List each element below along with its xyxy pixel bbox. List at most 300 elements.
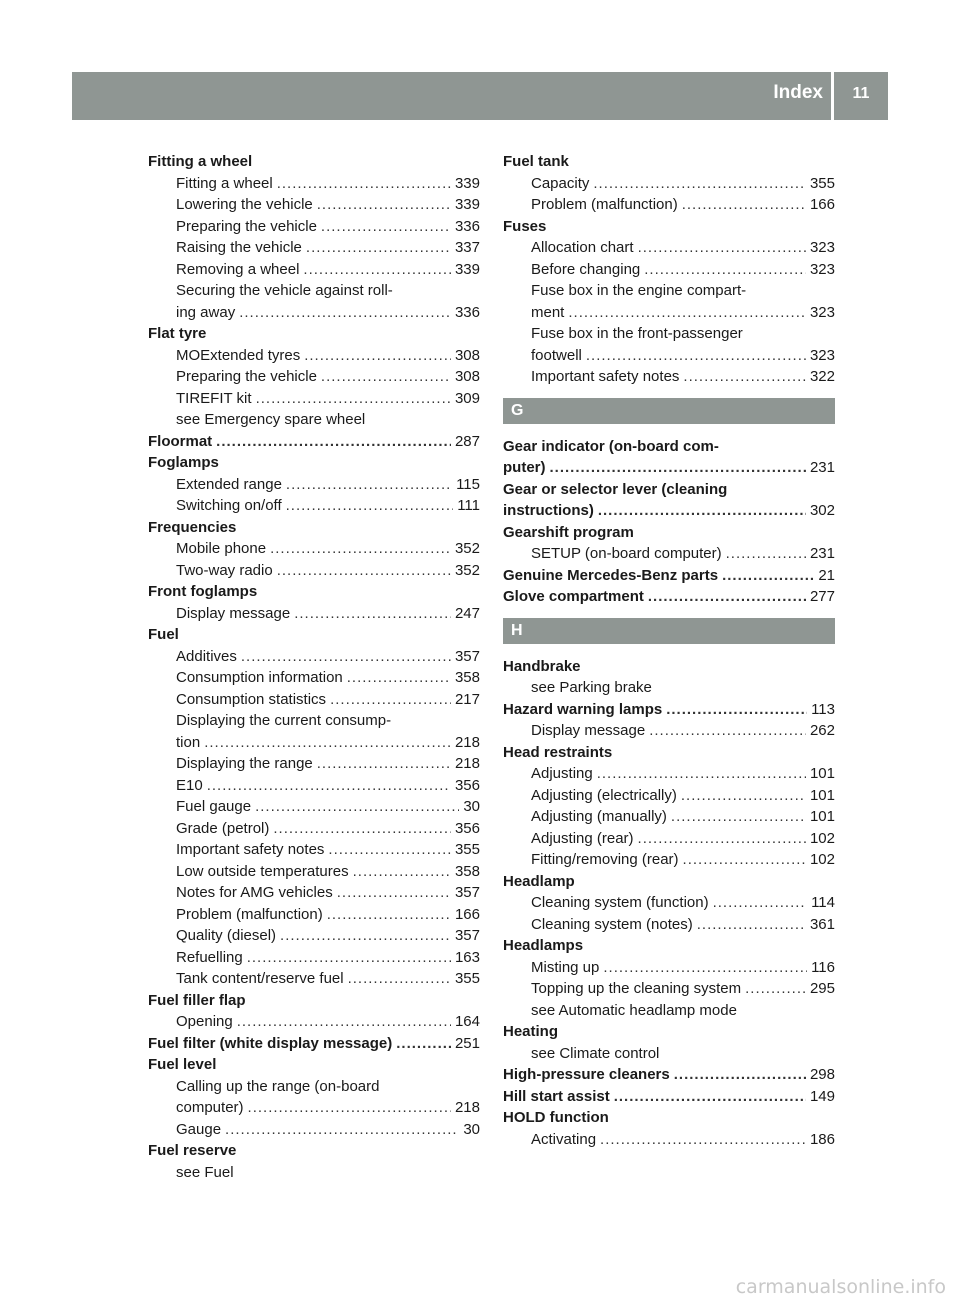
leader-dots bbox=[598, 500, 806, 522]
entry-label: Consumption statistics bbox=[176, 690, 327, 708]
index-subentry bbox=[148, 409, 480, 431]
index-subentry[interactable] bbox=[503, 173, 835, 195]
entry-page-number: 164 bbox=[454, 1013, 480, 1030]
entry-label: Handbrake bbox=[503, 657, 581, 675]
entry-label: Raising the vehicle bbox=[176, 239, 302, 256]
entry-label: Display message bbox=[531, 722, 646, 739]
entry-page-number: 251 bbox=[454, 1034, 480, 1052]
leader-dots bbox=[638, 828, 806, 850]
index-subentry[interactable] bbox=[503, 763, 835, 785]
leader-dots bbox=[328, 839, 451, 861]
index-subentry[interactable] bbox=[148, 194, 480, 216]
index-subentry[interactable] bbox=[148, 366, 480, 388]
entry-label: see Fuel bbox=[176, 1163, 234, 1181]
entry-label: Capacity bbox=[531, 174, 590, 192]
entry-label: Gauge bbox=[176, 1120, 222, 1138]
index-heading bbox=[148, 323, 480, 345]
leader-dots bbox=[614, 1086, 806, 1108]
index-subentry[interactable] bbox=[148, 947, 480, 969]
leader-dots bbox=[225, 1119, 459, 1141]
leader-dots bbox=[348, 968, 451, 990]
entry-label: Front foglamps bbox=[148, 583, 258, 600]
leader-dots bbox=[241, 646, 451, 668]
entry-page-number: 339 bbox=[454, 196, 480, 213]
index-subentry[interactable] bbox=[503, 194, 835, 216]
entry-label: Head restraints bbox=[503, 743, 613, 761]
entry-label: Lowering the vehicle bbox=[176, 196, 313, 213]
leader-dots bbox=[286, 495, 454, 517]
leader-dots bbox=[216, 431, 451, 453]
index-heading bbox=[503, 656, 835, 678]
index-subentry[interactable] bbox=[148, 925, 480, 947]
entry-page-number: 111 bbox=[457, 497, 480, 514]
leader-dots bbox=[697, 914, 806, 936]
entry-page-number: 339 bbox=[454, 174, 480, 192]
leader-dots bbox=[713, 892, 808, 914]
entry-label: Hill start assist bbox=[503, 1087, 610, 1105]
entry-page-number: 163 bbox=[454, 948, 480, 966]
entry-label: MOExtended tyres bbox=[176, 346, 301, 364]
index-subentry[interactable] bbox=[148, 603, 480, 625]
index-heading[interactable] bbox=[503, 586, 835, 608]
index-subentry[interactable] bbox=[503, 914, 835, 936]
index-heading bbox=[148, 517, 480, 539]
entry-label: Adjusting (electrically) bbox=[531, 786, 677, 804]
entry-page-number: 357 bbox=[454, 927, 480, 944]
entry-label: Adjusting bbox=[531, 765, 593, 782]
index-heading bbox=[503, 216, 835, 238]
index-subentry[interactable] bbox=[148, 495, 480, 517]
entry-label: Additives bbox=[176, 647, 237, 665]
index-subentry[interactable] bbox=[148, 1097, 480, 1119]
leader-dots bbox=[237, 1011, 451, 1033]
entry-page-number: 186 bbox=[809, 1130, 835, 1148]
entry-page-number: 247 bbox=[454, 604, 480, 622]
entry-label: Fuel level bbox=[148, 1056, 217, 1073]
entry-page-number: 323 bbox=[809, 303, 835, 321]
entry-label: Switching on/off bbox=[176, 497, 282, 514]
leader-dots bbox=[304, 345, 451, 367]
entry-page-number: 149 bbox=[809, 1087, 835, 1105]
entry-label: Important safety notes bbox=[176, 841, 325, 858]
index-subentry[interactable] bbox=[148, 775, 480, 797]
entry-label: Adjusting (manually) bbox=[531, 808, 667, 825]
entry-page-number: 302 bbox=[809, 502, 835, 519]
entry-label: Preparing the vehicle bbox=[176, 217, 317, 235]
leader-dots bbox=[204, 732, 451, 754]
leader-dots bbox=[666, 699, 807, 721]
leader-dots bbox=[248, 1097, 451, 1119]
entry-page-number: 352 bbox=[454, 561, 480, 579]
entry-label: see Climate control bbox=[531, 1044, 660, 1062]
index-subentry[interactable] bbox=[503, 237, 835, 259]
entry-page-number: 115 bbox=[456, 475, 480, 493]
entry-label: Two-way radio bbox=[176, 561, 273, 579]
entry-label: Extended range bbox=[176, 475, 282, 493]
leader-dots bbox=[207, 775, 451, 797]
entry-page-number: 308 bbox=[454, 368, 480, 385]
entry-page-number: 113 bbox=[811, 700, 835, 718]
index-subentry[interactable] bbox=[148, 259, 480, 281]
entry-label: SETUP (on-board computer) bbox=[531, 545, 722, 562]
entry-label: Fuel filler flap bbox=[148, 991, 246, 1009]
entry-page-number: 218 bbox=[454, 733, 480, 751]
index-subentry[interactable] bbox=[503, 785, 835, 807]
entry-label: Topping up the cleaning system bbox=[531, 980, 742, 997]
entry-label: E10 bbox=[176, 776, 203, 794]
entry-label: Quality (diesel) bbox=[176, 927, 277, 944]
entry-page-number: 322 bbox=[809, 368, 835, 385]
leader-dots bbox=[586, 345, 806, 367]
leader-dots bbox=[649, 720, 806, 742]
leader-dots bbox=[270, 538, 451, 560]
entry-label: Headlamps bbox=[503, 937, 584, 954]
leader-dots bbox=[597, 763, 806, 785]
entry-page-number: 262 bbox=[809, 722, 835, 739]
index-heading bbox=[148, 581, 480, 603]
entry-page-number: 355 bbox=[454, 841, 480, 858]
entry-label: HOLD function bbox=[503, 1109, 609, 1126]
index-heading bbox=[503, 522, 835, 544]
index-subentry bbox=[148, 710, 480, 732]
index-heading bbox=[503, 1021, 835, 1043]
index-subentry[interactable] bbox=[148, 732, 480, 754]
entry-label: Flat tyre bbox=[148, 325, 207, 342]
index-subentry[interactable] bbox=[503, 828, 835, 850]
entry-label: Hazard warning lamps bbox=[503, 700, 663, 718]
leader-dots bbox=[317, 194, 451, 216]
index-subentry[interactable] bbox=[503, 543, 835, 565]
entry-label: Glove compartment bbox=[503, 588, 644, 605]
index-subentry[interactable] bbox=[503, 957, 835, 979]
entry-page-number: 323 bbox=[809, 346, 835, 364]
index-subentry[interactable] bbox=[148, 968, 480, 990]
index-heading bbox=[503, 935, 835, 957]
index-heading bbox=[503, 871, 835, 893]
section-title: Index bbox=[773, 82, 823, 103]
leader-dots bbox=[303, 259, 451, 281]
leader-dots bbox=[321, 216, 451, 238]
entry-label: Calling up the range (on-board bbox=[176, 1077, 380, 1095]
entry-label: Cleaning system (function) bbox=[531, 894, 709, 911]
leader-dots bbox=[337, 882, 451, 904]
index-subentry[interactable] bbox=[148, 646, 480, 668]
index-subentry[interactable] bbox=[148, 818, 480, 840]
entry-label: instructions) bbox=[503, 502, 594, 519]
index-column-left bbox=[148, 151, 480, 1183]
leader-dots bbox=[327, 904, 451, 926]
entry-page-number: 357 bbox=[454, 884, 480, 901]
entry-label: Before changing bbox=[531, 260, 641, 278]
index-subentry bbox=[148, 1162, 480, 1184]
entry-page-number: 217 bbox=[454, 690, 480, 708]
entry-page-number: 337 bbox=[454, 239, 480, 256]
index-subentry[interactable] bbox=[148, 689, 480, 711]
index-subentry bbox=[503, 1000, 835, 1022]
leader-dots bbox=[247, 947, 451, 969]
page-number: 11 bbox=[852, 85, 870, 102]
entry-label: Problem (malfunction) bbox=[531, 196, 678, 213]
index-subentry[interactable] bbox=[148, 302, 480, 324]
entry-page-number: 355 bbox=[454, 970, 480, 987]
index-subentry[interactable] bbox=[503, 302, 835, 324]
entry-label: footwell bbox=[531, 346, 582, 364]
entry-label: Fuse box in the front-passenger bbox=[531, 325, 743, 342]
index-subentry bbox=[503, 323, 835, 345]
entry-label: Gear or selector lever (cleaning bbox=[503, 480, 728, 498]
entry-label: Floormat bbox=[148, 432, 213, 450]
leader-dots bbox=[294, 603, 451, 625]
index-heading bbox=[503, 479, 835, 501]
leader-dots bbox=[745, 978, 806, 1000]
index-subentry[interactable] bbox=[148, 216, 480, 238]
leader-dots bbox=[277, 560, 451, 582]
leader-dots bbox=[239, 302, 451, 324]
index-subentry[interactable] bbox=[148, 173, 480, 195]
entry-page-number: 166 bbox=[454, 905, 480, 923]
index-subentry[interactable] bbox=[503, 1129, 835, 1151]
index-subentry[interactable] bbox=[503, 366, 835, 388]
entry-label: TIREFIT kit bbox=[176, 389, 252, 407]
entry-page-number: 309 bbox=[454, 389, 480, 407]
index-heading[interactable] bbox=[148, 1033, 480, 1055]
entry-page-number: 101 bbox=[809, 808, 835, 825]
index-subentry[interactable] bbox=[148, 345, 480, 367]
entry-label: Notes for AMG vehicles bbox=[176, 884, 333, 901]
index-heading bbox=[503, 151, 835, 173]
entry-label: puter) bbox=[503, 459, 546, 476]
watermark: carmanualsonline.info bbox=[735, 1276, 946, 1298]
entry-page-number: 357 bbox=[454, 647, 480, 665]
entry-page-number: 336 bbox=[454, 303, 480, 321]
entry-label: Fuse box in the engine compart- bbox=[531, 282, 747, 299]
entry-label: Frequencies bbox=[148, 518, 237, 536]
entry-page-number: 336 bbox=[454, 217, 480, 235]
entry-label: Adjusting (rear) bbox=[531, 829, 634, 847]
entry-page-number: 231 bbox=[809, 459, 835, 476]
leader-dots bbox=[286, 474, 452, 496]
leader-dots bbox=[683, 849, 806, 871]
index-heading bbox=[148, 624, 480, 646]
leader-dots bbox=[671, 806, 806, 828]
index-subentry[interactable] bbox=[148, 667, 480, 689]
leader-dots bbox=[255, 796, 459, 818]
entry-label: Fuel filter (white display message) bbox=[148, 1034, 393, 1052]
index-heading bbox=[148, 151, 480, 173]
leader-dots bbox=[273, 818, 451, 840]
leader-dots bbox=[648, 586, 806, 608]
entry-label: Displaying the current consump- bbox=[176, 712, 392, 729]
entry-page-number: 101 bbox=[809, 765, 835, 782]
leader-dots bbox=[600, 1129, 806, 1151]
entry-label: Display message bbox=[176, 604, 291, 622]
index-subentry[interactable] bbox=[148, 904, 480, 926]
leader-dots bbox=[396, 1033, 451, 1055]
entry-label: Low outside temperatures bbox=[176, 862, 349, 880]
leader-dots bbox=[550, 457, 806, 479]
entry-label: Cleaning system (notes) bbox=[531, 915, 693, 933]
index-heading[interactable] bbox=[503, 457, 835, 479]
entry-page-number: 339 bbox=[454, 260, 480, 278]
index-heading[interactable] bbox=[503, 565, 835, 587]
index-subentry bbox=[148, 280, 480, 302]
entry-label: Fuel bbox=[148, 626, 179, 643]
entry-label: Fitting a wheel bbox=[148, 153, 253, 170]
index-subentry[interactable] bbox=[503, 849, 835, 871]
entry-label: Consumption information bbox=[176, 669, 343, 686]
entry-label: Important safety notes bbox=[531, 368, 680, 385]
leader-dots bbox=[683, 366, 806, 388]
entry-page-number: 355 bbox=[809, 174, 835, 192]
entry-label: High-pressure cleaners bbox=[503, 1066, 670, 1083]
index-subentry[interactable] bbox=[148, 538, 480, 560]
leader-dots bbox=[353, 861, 451, 883]
index-heading bbox=[148, 1054, 480, 1076]
entry-label: Fuses bbox=[503, 217, 547, 235]
leader-dots bbox=[280, 925, 451, 947]
letter-divider: G bbox=[503, 398, 835, 424]
leader-dots bbox=[317, 753, 451, 775]
entry-label: Misting up bbox=[531, 958, 600, 976]
leader-dots bbox=[674, 1064, 806, 1086]
entry-label: Removing a wheel bbox=[176, 260, 300, 278]
leader-dots bbox=[347, 667, 451, 689]
entry-page-number: 101 bbox=[809, 786, 835, 804]
index-column-right bbox=[503, 151, 835, 1150]
leader-dots bbox=[568, 302, 806, 324]
entry-page-number: 218 bbox=[454, 755, 480, 772]
index-subentry[interactable] bbox=[148, 237, 480, 259]
entry-page-number: 298 bbox=[809, 1066, 835, 1083]
leader-dots bbox=[638, 237, 806, 259]
entry-page-number: 308 bbox=[454, 346, 480, 364]
entry-label: see Parking brake bbox=[531, 679, 652, 696]
leader-dots bbox=[603, 957, 807, 979]
entry-label: Fuel reserve bbox=[148, 1142, 237, 1159]
index-subentry[interactable] bbox=[148, 560, 480, 582]
entry-page-number: 295 bbox=[809, 980, 835, 997]
index-heading bbox=[148, 990, 480, 1012]
entry-label: Fitting a wheel bbox=[176, 174, 273, 192]
index-subentry[interactable] bbox=[148, 839, 480, 861]
index-subentry bbox=[503, 280, 835, 302]
entry-label: Opening bbox=[176, 1013, 233, 1030]
index-subentry[interactable] bbox=[503, 806, 835, 828]
entry-page-number: 21 bbox=[818, 566, 835, 584]
index-subentry[interactable] bbox=[503, 259, 835, 281]
entry-label: Gear indicator (on-board com- bbox=[503, 437, 719, 455]
leader-dots bbox=[681, 785, 806, 807]
entry-page-number: 166 bbox=[809, 196, 835, 213]
entry-page-number: 323 bbox=[809, 260, 835, 278]
index-heading bbox=[503, 742, 835, 764]
entry-page-number: 323 bbox=[809, 239, 835, 256]
entry-label: see Emergency spare wheel bbox=[176, 411, 366, 428]
entry-page-number: 231 bbox=[809, 545, 835, 562]
entry-page-number: 356 bbox=[454, 819, 480, 837]
entry-label: ing away bbox=[176, 303, 236, 321]
index-heading bbox=[148, 452, 480, 474]
entry-label: Mobile phone bbox=[176, 540, 267, 557]
entry-label: Foglamps bbox=[148, 454, 219, 471]
index-subentry[interactable] bbox=[148, 1011, 480, 1033]
index-heading[interactable] bbox=[503, 1064, 835, 1086]
leader-dots bbox=[306, 237, 451, 259]
index-subentry[interactable] bbox=[503, 720, 835, 742]
entry-page-number: 358 bbox=[454, 862, 480, 880]
entry-label: tion bbox=[176, 733, 201, 751]
index-subentry[interactable] bbox=[148, 1119, 480, 1141]
leader-dots bbox=[330, 689, 451, 711]
entry-label: Genuine Mercedes-Benz parts bbox=[503, 566, 719, 584]
entry-label: Fuel tank bbox=[503, 153, 569, 170]
entry-page-number: 356 bbox=[454, 776, 480, 794]
index-heading[interactable] bbox=[503, 699, 835, 721]
entry-label: Displaying the range bbox=[176, 755, 313, 772]
leader-dots bbox=[682, 194, 806, 216]
entry-label: see Automatic headlamp mode bbox=[531, 1001, 737, 1019]
entry-label: Gearshift program bbox=[503, 523, 634, 541]
entry-label: Heating bbox=[503, 1023, 559, 1040]
index-subentry bbox=[148, 1076, 480, 1098]
index-subentry[interactable] bbox=[148, 474, 480, 496]
index-heading bbox=[503, 1107, 835, 1129]
index-subentry[interactable] bbox=[148, 753, 480, 775]
entry-page-number: 218 bbox=[454, 1099, 480, 1116]
entry-page-number: 102 bbox=[809, 851, 835, 868]
entry-page-number: 287 bbox=[454, 432, 480, 450]
index-heading bbox=[503, 436, 835, 458]
entry-label: Allocation chart bbox=[531, 239, 634, 256]
entry-label: Activating bbox=[531, 1130, 597, 1148]
leader-dots bbox=[593, 173, 806, 195]
index-subentry[interactable] bbox=[148, 861, 480, 883]
index-subentry bbox=[503, 1043, 835, 1065]
leader-dots bbox=[722, 565, 814, 587]
entry-label: Headlamp bbox=[503, 872, 575, 890]
leader-dots bbox=[277, 173, 451, 195]
index-heading bbox=[148, 1140, 480, 1162]
entry-label: Grade (petrol) bbox=[176, 819, 270, 837]
entry-label: Preparing the vehicle bbox=[176, 368, 317, 385]
entry-label: Securing the vehicle against roll- bbox=[176, 282, 393, 299]
leader-dots bbox=[256, 388, 451, 410]
entry-label: ment bbox=[531, 303, 565, 321]
index-heading[interactable] bbox=[503, 500, 835, 522]
index-heading[interactable] bbox=[148, 431, 480, 453]
entry-page-number: 114 bbox=[811, 894, 835, 911]
leader-dots bbox=[644, 259, 806, 281]
entry-label: Problem (malfunction) bbox=[176, 905, 323, 923]
entry-label: Refuelling bbox=[176, 948, 243, 966]
index-subentry[interactable] bbox=[503, 345, 835, 367]
leader-dots bbox=[726, 543, 806, 565]
index-subentry[interactable] bbox=[148, 796, 480, 818]
index-subentry[interactable] bbox=[148, 882, 480, 904]
entry-page-number: 116 bbox=[811, 958, 835, 976]
index-subentry[interactable] bbox=[148, 388, 480, 410]
entry-label: Tank content/reserve fuel bbox=[176, 970, 344, 987]
entry-page-number: 30 bbox=[463, 1120, 480, 1138]
index-subentry[interactable] bbox=[503, 978, 835, 1000]
entry-page-number: 30 bbox=[463, 798, 480, 815]
index-subentry bbox=[503, 677, 835, 699]
index-subentry[interactable] bbox=[503, 892, 835, 914]
entry-label: Fuel gauge bbox=[176, 798, 252, 815]
index-heading[interactable] bbox=[503, 1086, 835, 1108]
entry-page-number: 358 bbox=[454, 669, 480, 686]
entry-page-number: 361 bbox=[809, 915, 835, 933]
